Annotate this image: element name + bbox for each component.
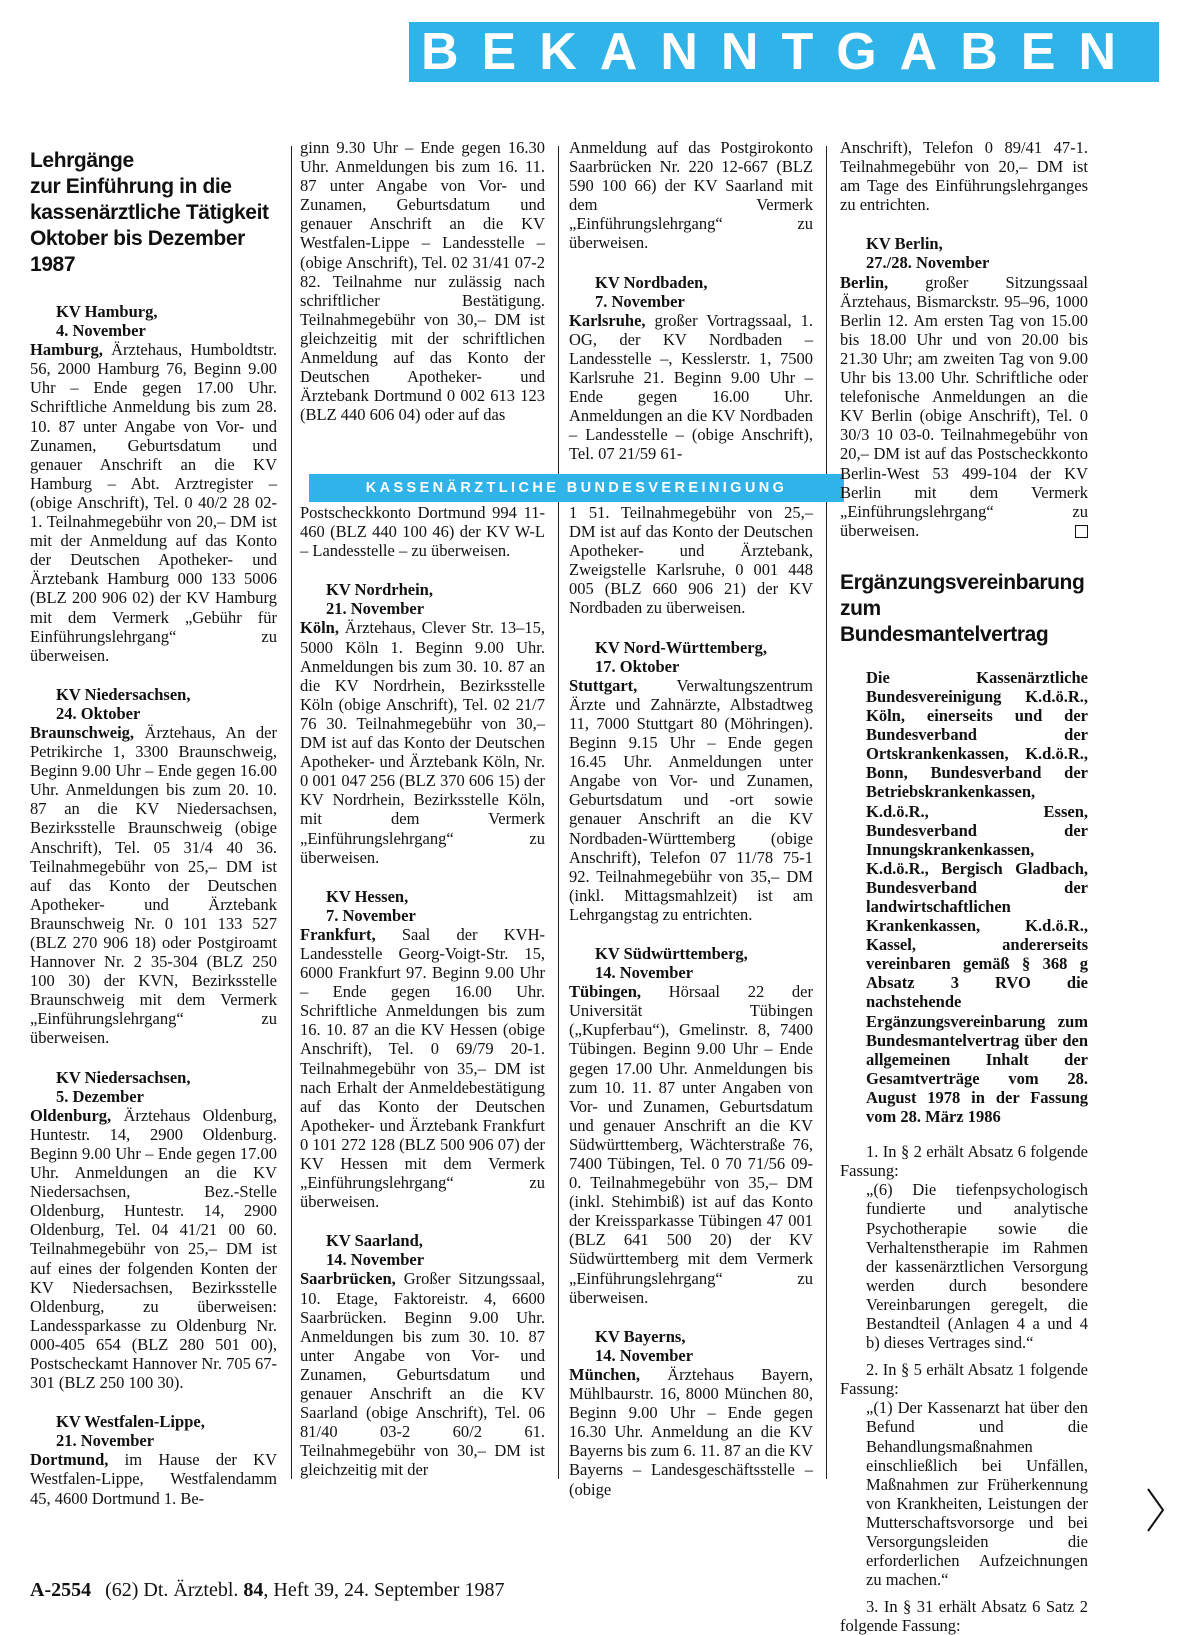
clause-lead: 1. In § 2 erhält Absatz 6 folgende Fassung: bbox=[840, 1142, 1088, 1181]
column-4 bbox=[840, 138, 1088, 1635]
paragraph bbox=[569, 676, 813, 924]
paragraph-text: Anmeldung auf das Postgirokonto Saarbrücken Nr. 220 12-667 (BLZ 590 100 66) der KV Saarland mit dem Vermerk „Einführungslehrgang“ zu überweisen. bbox=[569, 138, 813, 253]
journal-issue: , Heft 39, 24. September 1987 bbox=[263, 1579, 505, 1601]
column-rule bbox=[291, 146, 292, 1479]
page-number: A-2554 bbox=[30, 1579, 92, 1601]
paragraph-text: Postscheckkonto Dortmund 994 11-460 (BLZ 440 100 46) der KV W-L – Landesstelle – zu überweisen. bbox=[300, 503, 545, 561]
place-name: Berlin, bbox=[840, 272, 889, 292]
column-3-bottom bbox=[569, 503, 813, 1499]
page-footer bbox=[30, 1578, 504, 1602]
section-heading: KV Saarland, bbox=[326, 1231, 423, 1251]
paragraph bbox=[569, 311, 813, 464]
clause-text: „(1) Der Kassenarzt hat über den Befund und die Behandlungsmaßnahmen einschließlich bei Unfällen, Maßnahmen zur Früherkennung von Krankheiten, Leistungen der Mutterschaftsvorsorge und bei Versorgungsleiden die erforderlichen Aufzeichnungen zu machen.“ bbox=[866, 1398, 1088, 1590]
place-name: Hamburg, bbox=[30, 340, 103, 360]
column-rule bbox=[826, 146, 827, 1479]
end-mark-icon bbox=[1075, 525, 1088, 538]
journal-volume: 84 bbox=[243, 1579, 264, 1601]
section-heading: 14. November bbox=[326, 1250, 425, 1270]
place-name: Tübingen, bbox=[569, 982, 641, 1002]
section-heading: KV Bayerns, bbox=[595, 1326, 686, 1346]
paragraph-text: großer Sitzungssaal Ärztehaus, Bismarckstr. 95–96, 1000 Berlin 12. Am ersten Tag von 15.00 bis 18.00 Uhr und von 20.00 bis 21.30 Uhr; am zweiten Tag von 9.00 Uhr bis 13.00 Uhr. Schriftliche oder telefonische Anmeldungen an die KV Berlin (obige Anschrift), Tel. 0 30/3 10 03-0. Teilnahmegebühr von 20,– DM ist auf das Postscheckkonto Berlin-West 53 499-104 der KV Berlin mit dem Vermerk „Einführungslehrgang“ zu überweisen. bbox=[840, 272, 1088, 540]
continue-arrow-icon bbox=[1146, 1488, 1166, 1532]
section-heading: 17. Oktober bbox=[595, 656, 680, 676]
column-2-top bbox=[300, 138, 545, 424]
paragraph-text: Großer Sitzungssaal, 10. Etage, Faktoreistr. 4, 6600 Saarbrücken. Beginn 9.00 Uhr. Anmeldungen bis zum 30. 10. 87 unter Angabe von Vor- und Zunamen, Geburtsdatum und genauer Anschrift an die KV Saarland (obige Anschrift), Tel. 06 81/40 03-2 60/2 61. Teilnahmegebühr von 30,– DM ist gleichzeitig mit der bbox=[300, 1269, 545, 1480]
column-3-top bbox=[569, 138, 813, 464]
paragraph bbox=[569, 1365, 813, 1499]
paragraph bbox=[300, 1269, 545, 1479]
paragraph-text: großer Vortragssaal, 1. OG, der KV Nordbaden – Landesstelle –, Kesslerstr. 1, 7500 Karlsruhe 21. Beginn 9.00 Uhr – Ende gegen 16.00 Uhr. Anmeldungen an die KV Nordbaden – Landesstelle – (obige Anschrift), Tel. 07 21/59 61- bbox=[569, 310, 813, 464]
title-line: kassenärztliche Tätigkeit bbox=[30, 201, 269, 224]
place-name: Köln, bbox=[300, 618, 339, 638]
place-name: Karlsruhe, bbox=[569, 310, 646, 330]
paragraph-text: Ärztehaus, Humboldtstr. 56, 2000 Hamburg 76, Beginn 9.00 Uhr – Ende gegen 17.00 Uhr. Schriftliche Anmeldung bis zum 28. 10. 87 unter Angabe von Vor- und Zunamen, Geburtsdatum und genauer Anschrift an die KV Hamburg – Abt. Arztregister – (obige Anschrift), Tel. 0 40/2 28 02-1. Teilnahmegebühr von 20,– DM ist mit der Anmeldung auf das Konto der Deutschen Apotheker- und Ärztebank Hamburg 000 133 5006 (BLZ 200 906 02) der KV Hamburg mit dem Vermerk „Gebühr für Einführungslehrgang“ zu überweisen. bbox=[30, 340, 277, 665]
section-heading: 7. November bbox=[595, 291, 685, 311]
section-heading: KV Nordrhein, bbox=[326, 580, 433, 600]
paragraph: ginn 9.30 Uhr – Ende gegen 16.30 Uhr. Anmeldungen bis zum 16. 11. 87 unter Angabe von Vor- und Zunamen, Geburtsdatum und genauer Anschrift an die KV Westfalen-Lippe – Landesstelle – (obige Anschrift), Tel. 02 31/41 07-2 82. Teilnahme nur zulässig nach schriftlicher Bestätigung. Teilnahmegebühr von 30,– DM ist gleichzeitig mit der schriftlichen Anmeldung auf das Konto der Deutschen Apotheker- und Ärztebank Dortmund 0 002 613 123 (BLZ 440 606 04) oder auf das bbox=[300, 138, 545, 425]
section-heading: KV Nord-Württemberg, bbox=[595, 637, 767, 657]
paragraph bbox=[300, 618, 545, 866]
section-heading: 24. Oktober bbox=[56, 703, 141, 723]
section-heading: 14. November bbox=[595, 1345, 694, 1365]
column-2-bottom bbox=[300, 503, 545, 1480]
column-4-body bbox=[840, 138, 1088, 540]
article-title bbox=[30, 148, 277, 278]
paragraph bbox=[300, 925, 545, 1211]
section-heading: 5. Dezember bbox=[56, 1086, 144, 1106]
paragraph-text: Ärztehaus Bayern, Mühlbaurstr. 16, 8000 München 80, Beginn 9.00 Uhr – Ende gegen 16.30 Uhr. Anmeldung an die KV Bayerns bis zum 6. 11. 87 an die KV Bayerns – Landesgeschäftsstelle – (obige bbox=[569, 1364, 813, 1499]
title-line: Lehrgänge bbox=[30, 149, 134, 172]
place-name: München, bbox=[569, 1364, 641, 1384]
paragraph-text: im Hause der KV Westfalen-Lippe, Westfalendamm 45, 4600 Dortmund 1. Be- bbox=[30, 1450, 277, 1508]
title-line: Oktober bis Dezember bbox=[30, 227, 245, 250]
column-1-body bbox=[30, 302, 277, 1508]
title-line: 1987 bbox=[30, 253, 76, 276]
article2-items bbox=[840, 1142, 1088, 1635]
article2-title-line: zum Bundesmantelvertrag bbox=[840, 596, 1049, 646]
paragraph-text: Ärztehaus, Clever Str. 13–15, 5000 Köln 1. Beginn 9.00 Uhr. Anmeldungen bis zum 30. 10. 87 an die KV Nordrhein, Bezirksstelle Köln (obige Anschrift), Tel. 02 21/7 76 30. Teilnahmegebühr von 30,– DM ist auf das Konto der Deutschen Apotheker- und Ärztebank Köln, Nr. 0 001 047 256 (BLZ 370 606 15) der KV Nordrhein, Bezirksstelle Köln, mit dem Vermerk „Einführungslehrgang“ zu überweisen. bbox=[300, 618, 545, 867]
article2-intro: Die Kassenärztliche Bundesvereinigung K.d.ö.R., Köln, einerseits und der Bundesverband der Ortskrankenkassen, K.d.ö.R., Bonn, Bundesverband der Betriebskrankenkassen, K.d.ö.R., Essen, Bundesverband der Innungskrankenkassen, K.d.ö.R., Bergisch Gladbach, Bundesverband der landwirtschaftlichen Krankenkassen, K.d.ö.R., Kassel, andererseits vereinbaren gemäß § 368 g Absatz 3 RVO die nachstehende Ergänzungsvereinbarung zum Bundesmantelvertrag über den allgemeinen Inhalt der Gesamtverträge vom 28. August 1978 in der Fassung vom 28. März 1986 bbox=[866, 667, 1088, 1127]
section-heading: KV Südwürttemberg, bbox=[595, 943, 748, 963]
place-name: Saarbrücken, bbox=[300, 1269, 396, 1289]
column-1 bbox=[30, 148, 277, 1508]
section-heading: 4. November bbox=[56, 321, 146, 341]
place-name: Stuttgart, bbox=[569, 675, 638, 695]
clause-text: „(6) Die tiefenpsychologisch fundierte und analytische Psychotherapie sowie die Verhaltenstherapie im Rahmen der kassenärztlichen Versorgung werden durch besondere Vereinbarungen geregelt, die Bestandteil (Anlagen 4 a und 4 b) dieses Vertrages sind.“ bbox=[866, 1180, 1088, 1353]
section-heading: 21. November bbox=[56, 1431, 155, 1451]
place-name: Dortmund, bbox=[30, 1450, 109, 1470]
clause-lead: 3. In § 31 erhält Absatz 6 Satz 2 folgende Fassung: bbox=[840, 1597, 1088, 1635]
section-heading: 21. November bbox=[326, 599, 425, 619]
paragraph-text: Verwaltungszentrum Ärzte und Zahnärzte, Albstadtweg 11, 7000 Stuttgart 80 (Möhringen). Beginn 9.15 Uhr – Ende gegen 16.45 Uhr. Anmeldungen unter Angabe von Vor- und Zunamen, Geburtsdatum und -ort sowie genauer Anschrift an die KV Nordbaden-Württemberg (obige Anschrift), Telefon 07 11/78 75-1 92. Teilnahmegebühr von 35,– DM (inkl. Mittagsmahlzeit) ist am Lehrgangstag zu entrichten. bbox=[569, 675, 813, 924]
section-heading: KV Westfalen-Lippe, bbox=[56, 1412, 205, 1432]
paragraph-text: Ärztehaus, An der Petrikirche 1, 3300 Braunschweig, Beginn 9.00 Uhr – Ende gegen 16.00 Uhr. Anmeldungen bis zum 20. 10. 87 an die KV Niedersachsen, Bezirksstelle Braunschweig (obige Anschrift), Tel. 05 31/4 40 36. Teilnahmegebühr von 25,– DM ist auf das Konto der Deutschen Apotheker- und Ärztebank Braunschweig Nr. 0 101 133 527 (BLZ 270 906 18) oder Postgiroamt Hannover Nr. 2 35-304 (BLZ 250 100 30) der KVN, Bezirksstelle Braunschweig mit dem Vermerk „Einführungslehrgang“ zu überweisen. bbox=[30, 722, 277, 1048]
paragraph bbox=[569, 138, 813, 253]
paragraph bbox=[30, 1450, 277, 1507]
paragraph-text: Saal der KVH-Landesstelle Georg-Voigt-Str. 15, 6000 Frankfurt 97. Beginn 9.00 Uhr – Ende gegen 16.00 Uhr. Schriftliche Anmeldungen bis zum 16. 10. 87 an die KV Hessen (obige Anschrift), Tel. 0 69/79 20-1. Teilnahmegebühr von 35,– DM ist nach Erhalt der Anmeldebestätigung auf das Konto der Deutschen Apotheker- und Ärztebank Frankfurt 0 101 272 128 (BLZ 500 906 07) der KV Hessen mit dem Vermerk „Einführungslehrgang“ zu überweisen. bbox=[300, 924, 545, 1212]
paragraph bbox=[30, 1106, 277, 1392]
article2-title-line: Ergänzungsvereinbarung bbox=[840, 570, 1085, 594]
section-heading: KV Niedersachsen, bbox=[56, 684, 191, 704]
section-heading: KV Berlin, bbox=[866, 234, 943, 254]
paragraph bbox=[569, 503, 813, 618]
section-heading: 27./28. November bbox=[866, 253, 990, 273]
paragraph-text: Anschrift), Telefon 0 89/41 47-1. Teilnahmegebühr von 20,– DM ist am Tage des Einführungslehrganges zu entrichten. bbox=[840, 138, 1088, 215]
paragraph bbox=[840, 273, 1088, 540]
section-heading: 14. November bbox=[595, 963, 694, 983]
paragraph bbox=[840, 138, 1088, 214]
kbv-section-bar: KASSENÄRZTLICHE BUNDESVEREINIGUNG bbox=[309, 474, 844, 502]
paragraph-text: 1 51. Teilnahmegebühr von 25,– DM ist auf das Konto der Deutschen Apotheker- und Ärztebank, Zweigstelle Karlsruhe, 0 001 448 005 (BLZ 660 906 21) der KV Nordbaden zu überweisen. bbox=[569, 503, 813, 618]
section-banner: BEKANNTGABEN bbox=[409, 22, 1159, 82]
paragraph bbox=[300, 503, 545, 560]
section-heading: KV Nordbaden, bbox=[595, 272, 708, 292]
paragraph-text: Hörsaal 22 der Universität Tübingen („Kupferbau“), Gmelinstr. 8, 7400 Tübingen. Beginn 9.00 Uhr – Ende gegen 17.00 Uhr. Anmeldungen bis zum 10. 11. 87 unter Angaben von Vor- und Zunamen, Geburtsdatum und genauer Anschrift an die KV Südwürttemberg, Wächterstraße 76, 7400 Tübingen, Tel. 0 70 71/56 09-0. Teilnahmegebühr von 35,– DM (inkl. Stehimbiß) ist auf das Konto der Kreissparkasse Tübingen 47 001 (BLZ 641 500 20) der KV Südwürttemberg mit dem Vermerk „Einführungslehrgang“ zu überweisen. bbox=[569, 982, 813, 1307]
place-name: Frankfurt, bbox=[300, 924, 376, 944]
section-heading: KV Hamburg, bbox=[56, 302, 158, 321]
place-name: Braunschweig, bbox=[30, 722, 135, 742]
paragraph bbox=[30, 340, 277, 665]
article2 bbox=[840, 570, 1088, 1635]
paragraph-text: Ärztehaus Oldenburg, Huntestr. 14, 2900 Oldenburg. Beginn 9.00 Uhr – Ende gegen 17.00 Uhr. Anmeldungen an die KV Niedersachsen, Bez.-Stelle Oldenburg, Huntestr. 14, 2900 Oldenburg, Tel. 04 41/21 00 60. Teilnahmegebühr von 25,– DM ist auf eines der folgenden Konten der KV Niedersachsen, Bezirksstelle Oldenburg, zu überweisen: Landessparkasse zu Oldenburg Nr. 000-405 654 (BLZ 280 501 00), Postscheckamt Hannover Nr. 705 67-301 (BLZ 250 100 30). bbox=[30, 1105, 277, 1393]
place-name: Oldenburg, bbox=[30, 1105, 112, 1125]
column-rule bbox=[558, 146, 559, 1479]
journal-ref: (62) Dt. Ärztebl. bbox=[105, 1579, 244, 1601]
section-heading: KV Niedersachsen, bbox=[56, 1067, 191, 1087]
clause-lead: 2. In § 5 erhält Absatz 1 folgende Fassung: bbox=[840, 1360, 1088, 1399]
section-heading: KV Hessen, bbox=[326, 886, 409, 906]
paragraph bbox=[569, 982, 813, 1307]
paragraph bbox=[30, 723, 277, 1048]
section-heading: 7. November bbox=[326, 905, 416, 925]
title-line: zur Einführung in die bbox=[30, 175, 232, 198]
